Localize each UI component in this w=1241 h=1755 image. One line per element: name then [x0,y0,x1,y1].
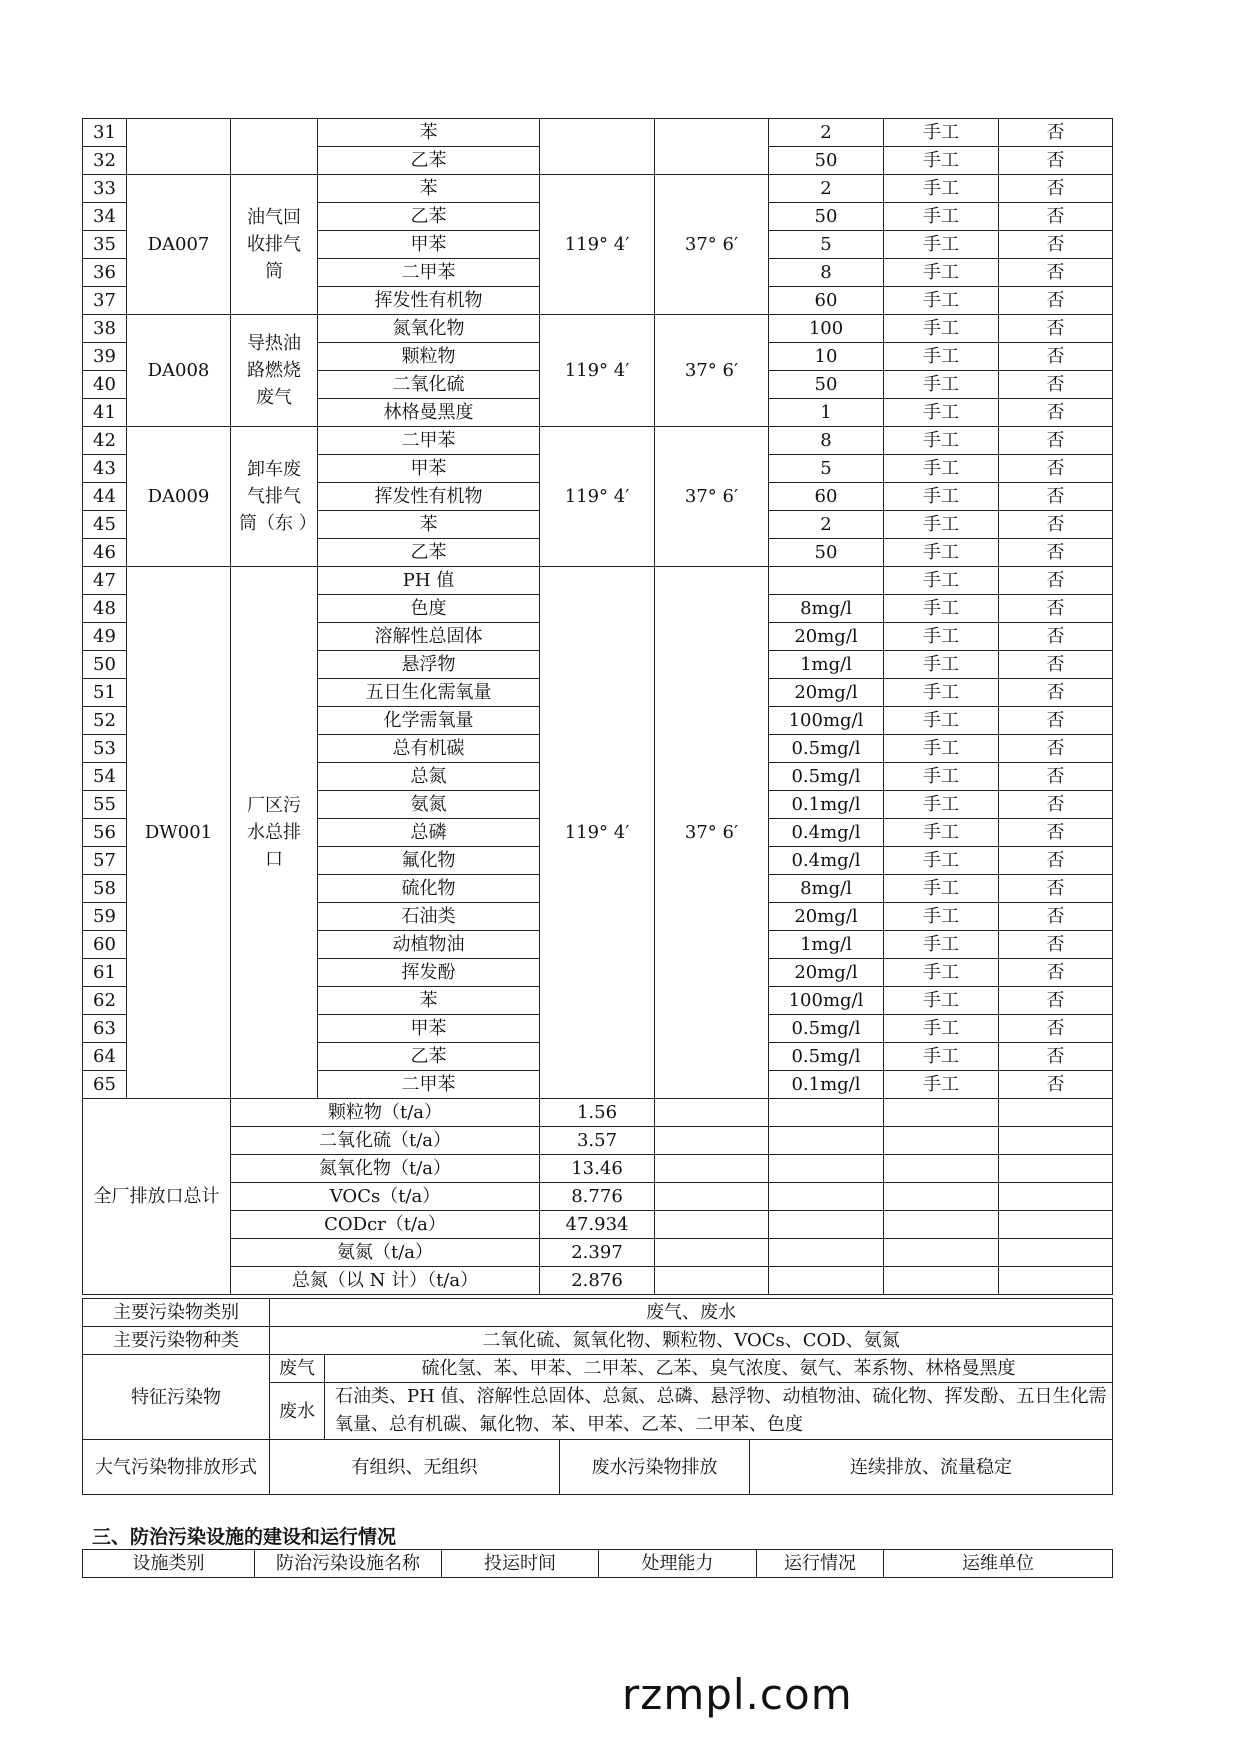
emission-limit: 8mg/l [769,875,884,903]
empty-cell [884,1127,999,1155]
emission-limit: 60 [769,287,884,315]
monitoring-method: 手工 [884,567,999,595]
longitude: 119° 4′ [540,315,655,427]
pollutant-name: 苯 [318,987,540,1015]
auto-monitoring: 否 [999,427,1113,455]
row-number: 52 [83,707,127,735]
water-form-value: 连续排放、流量稳定 [750,1440,1113,1495]
row-number: 63 [83,1015,127,1043]
monitoring-method: 手工 [884,1043,999,1071]
row-number: 58 [83,875,127,903]
pollutant-name: 二甲苯 [318,427,540,455]
longitude: 119° 4′ [540,175,655,315]
total-item-name: 颗粒物（t/a） [231,1099,540,1127]
pollutant-name: 苯 [318,175,540,203]
auto-monitoring: 否 [999,371,1113,399]
monitoring-method: 手工 [884,203,999,231]
row-number: 31 [83,119,127,147]
outlet-code: DA009 [127,427,231,567]
emission-limit: 0.4mg/l [769,847,884,875]
row-number: 54 [83,763,127,791]
pollutant-name: 二甲苯 [318,1071,540,1099]
monitoring-method: 手工 [884,315,999,343]
totals-label: 全厂排放口总计 [83,1099,231,1295]
row-number: 53 [83,735,127,763]
monitoring-method: 手工 [884,371,999,399]
total-item-value: 1.56 [540,1099,655,1127]
total-item-value: 8.776 [540,1183,655,1211]
latitude: 37° 6′ [655,175,769,315]
auto-monitoring: 否 [999,539,1113,567]
table-row [83,119,1113,147]
longitude: 119° 4′ [540,567,655,1099]
auto-monitoring: 否 [999,343,1113,371]
emission-limit: 2 [769,175,884,203]
monitoring-method: 手工 [884,707,999,735]
emission-limit [769,567,884,595]
auto-monitoring: 否 [999,763,1113,791]
emission-limit: 20mg/l [769,903,884,931]
pollutant-name: 乙苯 [318,1043,540,1071]
auto-monitoring: 否 [999,483,1113,511]
pollutant-name: 动植物油 [318,931,540,959]
header-maintainer: 运维单位 [884,1550,1113,1578]
pollutant-name: 总有机碳 [318,735,540,763]
emission-limit: 5 [769,231,884,259]
auto-monitoring: 否 [999,987,1113,1015]
empty-cell [655,1127,769,1155]
latitude-cell [655,119,769,175]
pollutant-name: 苯 [318,511,540,539]
emission-limit: 2 [769,511,884,539]
monitoring-method: 手工 [884,511,999,539]
outlet-name: 油气回收排气筒 [231,175,318,315]
pollutant-name: 甲苯 [318,231,540,259]
empty-cell [999,1239,1113,1267]
row-number: 50 [83,651,127,679]
header-start-time: 投运时间 [442,1550,599,1578]
outlet-code-cell [127,119,231,175]
pollutant-name: 氨氮 [318,791,540,819]
latitude: 37° 6′ [655,567,769,1099]
outlet-code: DW001 [127,567,231,1099]
pollutant-name: 化学需氧量 [318,707,540,735]
empty-cell [769,1183,884,1211]
auto-monitoring: 否 [999,147,1113,175]
emission-limit: 2 [769,119,884,147]
monitoring-method: 手工 [884,175,999,203]
row-number: 56 [83,819,127,847]
gas-value: 硫化氢、苯、甲苯、二甲苯、乙苯、臭气浓度、氨气、苯系物、林格曼黑度 [325,1355,1113,1383]
characteristic-label: 特征污染物 [83,1355,270,1440]
row-number: 38 [83,315,127,343]
air-form-label: 大气污染物排放形式 [83,1440,270,1495]
category-value: 废气、废水 [270,1299,1113,1327]
emission-limit: 0.5mg/l [769,1015,884,1043]
auto-monitoring: 否 [999,875,1113,903]
discharge-form-row [83,1440,1113,1495]
auto-monitoring: 否 [999,931,1113,959]
total-item-value: 13.46 [540,1155,655,1183]
outlet-name: 导热油路燃烧废气 [231,315,318,427]
row-number: 60 [83,931,127,959]
auto-monitoring: 否 [999,259,1113,287]
emission-limit: 8mg/l [769,595,884,623]
row-number: 33 [83,175,127,203]
total-row [83,1183,1113,1211]
pollutant-name: 硫化物 [318,875,540,903]
row-number: 35 [83,231,127,259]
outlet-name: 卸车废气排气筒（东 ） [231,427,318,567]
total-item-name: 氮氧化物（t/a） [231,1155,540,1183]
monitoring-method: 手工 [884,763,999,791]
row-number: 34 [83,203,127,231]
total-row [83,1127,1113,1155]
empty-cell [884,1183,999,1211]
emission-limit: 100 [769,315,884,343]
header-capacity: 处理能力 [599,1550,757,1578]
emission-limit: 20mg/l [769,679,884,707]
emission-limit: 50 [769,203,884,231]
auto-monitoring: 否 [999,735,1113,763]
pollutant-name: PH 值 [318,567,540,595]
outlet-name: 厂区污水总排口 [231,567,318,1099]
pollutant-name: 氟化物 [318,847,540,875]
auto-monitoring: 否 [999,119,1113,147]
water-value: 石油类、PH 值、溶解性总固体、总氮、总磷、悬浮物、动植物油、硫化物、挥发酚、五日生化需氧量、总有机碳、氟化物、苯、甲苯、乙苯、二甲苯、色度 [325,1383,1113,1440]
empty-cell [884,1267,999,1295]
monitoring-method: 手工 [884,959,999,987]
monitoring-method: 手工 [884,623,999,651]
empty-cell [999,1127,1113,1155]
empty-cell [884,1211,999,1239]
emission-limit: 0.1mg/l [769,1071,884,1099]
auto-monitoring: 否 [999,315,1113,343]
emission-limit: 20mg/l [769,959,884,987]
monitoring-method: 手工 [884,847,999,875]
pollutant-name: 总氮 [318,763,540,791]
monitoring-method: 手工 [884,343,999,371]
pollutant-name: 总磷 [318,819,540,847]
total-row [83,1267,1113,1295]
water-label: 废水 [270,1383,325,1440]
total-item-name: 氨氮（t/a） [231,1239,540,1267]
auto-monitoring: 否 [999,1071,1113,1099]
outlet-code: DA007 [127,175,231,315]
emission-limit: 100mg/l [769,707,884,735]
facility-table [82,1549,1113,1578]
emission-limit: 1mg/l [769,931,884,959]
monitoring-method: 手工 [884,875,999,903]
emission-limit: 100mg/l [769,987,884,1015]
emission-limit: 0.1mg/l [769,791,884,819]
auto-monitoring: 否 [999,1043,1113,1071]
pollutant-name: 二氧化硫 [318,371,540,399]
monitoring-method: 手工 [884,931,999,959]
total-row [83,1155,1113,1183]
pollutant-name: 乙苯 [318,539,540,567]
header-status: 运行情况 [757,1550,884,1578]
air-form-value: 有组织、无组织 [270,1440,560,1495]
auto-monitoring: 否 [999,959,1113,987]
row-number: 32 [83,147,127,175]
longitude: 119° 4′ [540,427,655,567]
row-number: 55 [83,791,127,819]
monitoring-method: 手工 [884,595,999,623]
table-row [83,175,1113,203]
auto-monitoring: 否 [999,455,1113,483]
species-value: 二氧化硫、氮氧化物、颗粒物、VOCs、COD、氨氮 [270,1327,1113,1355]
monitoring-method: 手工 [884,735,999,763]
auto-monitoring: 否 [999,679,1113,707]
empty-cell [999,1267,1113,1295]
auto-monitoring: 否 [999,819,1113,847]
monitoring-method: 手工 [884,539,999,567]
empty-cell [999,1183,1113,1211]
row-number: 40 [83,371,127,399]
auto-monitoring: 否 [999,791,1113,819]
emission-limit: 8 [769,259,884,287]
monitoring-method: 手工 [884,399,999,427]
total-row [83,1239,1113,1267]
empty-cell [769,1267,884,1295]
emission-limit: 10 [769,343,884,371]
pollutant-name: 氮氧化物 [318,315,540,343]
latitude: 37° 6′ [655,427,769,567]
row-number: 47 [83,567,127,595]
auto-monitoring: 否 [999,231,1113,259]
monitoring-method: 手工 [884,651,999,679]
row-number: 65 [83,1071,127,1099]
monitoring-method: 手工 [884,791,999,819]
row-number: 61 [83,959,127,987]
row-number: 49 [83,623,127,651]
emission-limit: 1 [769,399,884,427]
pollutant-name: 苯 [318,119,540,147]
latitude: 37° 6′ [655,315,769,427]
total-item-name: 总氮（以 N 计）（t/a） [231,1267,540,1295]
empty-cell [999,1099,1113,1127]
gas-label: 废气 [270,1355,325,1383]
empty-cell [769,1099,884,1127]
section-title: 三、防治污染设施的建设和运行情况 [92,1526,397,1548]
emission-limit: 0.4mg/l [769,819,884,847]
auto-monitoring: 否 [999,707,1113,735]
row-number: 59 [83,903,127,931]
total-item-name: CODcr（t/a） [231,1211,540,1239]
pollutant-name: 乙苯 [318,147,540,175]
auto-monitoring: 否 [999,847,1113,875]
water-form-label: 废水污染物排放 [560,1440,750,1495]
total-item-value: 2.397 [540,1239,655,1267]
pollutant-name: 石油类 [318,903,540,931]
header-facility-name: 防治污染设施名称 [255,1550,442,1578]
empty-cell [655,1155,769,1183]
monitoring-method: 手工 [884,819,999,847]
category-row [83,1299,1113,1327]
empty-cell [655,1239,769,1267]
monitoring-method: 手工 [884,287,999,315]
monitoring-method: 手工 [884,987,999,1015]
emission-limit: 5 [769,455,884,483]
monitoring-method: 手工 [884,147,999,175]
species-row [83,1327,1113,1355]
auto-monitoring: 否 [999,595,1113,623]
row-number: 37 [83,287,127,315]
row-number: 57 [83,847,127,875]
pollutant-name: 林格曼黑度 [318,399,540,427]
row-number: 64 [83,1043,127,1071]
pollutant-name: 挥发性有机物 [318,483,540,511]
monitoring-method: 手工 [884,679,999,707]
total-row [83,1211,1113,1239]
monitoring-method: 手工 [884,1015,999,1043]
monitoring-table [82,118,1113,1295]
pollutant-name: 甲苯 [318,1015,540,1043]
total-row [83,1099,1113,1127]
empty-cell [884,1239,999,1267]
pollutant-name: 色度 [318,595,540,623]
row-number: 43 [83,455,127,483]
category-label: 主要污染物类别 [83,1299,270,1327]
monitoring-method: 手工 [884,1071,999,1099]
auto-monitoring: 否 [999,203,1113,231]
row-number: 46 [83,539,127,567]
empty-cell [655,1267,769,1295]
emission-limit: 0.5mg/l [769,1043,884,1071]
empty-cell [655,1211,769,1239]
auto-monitoring: 否 [999,1015,1113,1043]
empty-cell [769,1155,884,1183]
gas-characteristic-row [83,1355,1113,1383]
auto-monitoring: 否 [999,651,1113,679]
monitoring-method: 手工 [884,259,999,287]
row-number: 48 [83,595,127,623]
pollutant-name: 挥发性有机物 [318,287,540,315]
row-number: 39 [83,343,127,371]
emission-limit: 50 [769,371,884,399]
auto-monitoring: 否 [999,511,1113,539]
row-number: 51 [83,679,127,707]
empty-cell [999,1155,1113,1183]
emission-limit: 0.5mg/l [769,763,884,791]
auto-monitoring: 否 [999,399,1113,427]
auto-monitoring: 否 [999,287,1113,315]
species-label: 主要污染物种类 [83,1327,270,1355]
total-item-value: 3.57 [540,1127,655,1155]
row-number: 44 [83,483,127,511]
pollutant-name: 甲苯 [318,455,540,483]
monitoring-method: 手工 [884,119,999,147]
pollutant-name: 挥发酚 [318,959,540,987]
empty-cell [884,1099,999,1127]
emission-limit: 50 [769,539,884,567]
monitoring-method: 手工 [884,427,999,455]
total-item-name: 二氧化硫（t/a） [231,1127,540,1155]
emission-limit: 8 [769,427,884,455]
empty-cell [884,1155,999,1183]
emission-limit: 1mg/l [769,651,884,679]
total-item-name: VOCs（t/a） [231,1183,540,1211]
empty-cell [655,1183,769,1211]
empty-cell [999,1211,1113,1239]
table-row [83,427,1113,455]
row-number: 41 [83,399,127,427]
pollutant-name: 乙苯 [318,203,540,231]
pollutant-name: 二甲苯 [318,259,540,287]
summary-table [82,1298,1113,1495]
row-number: 36 [83,259,127,287]
emission-limit: 50 [769,147,884,175]
watermark: rzmpl.com [622,1670,853,1719]
auto-monitoring: 否 [999,175,1113,203]
outlet-name-cell [231,119,318,175]
monitoring-method: 手工 [884,903,999,931]
emission-limit: 60 [769,483,884,511]
longitude-cell [540,119,655,175]
row-number: 45 [83,511,127,539]
empty-cell [655,1099,769,1127]
monitoring-method: 手工 [884,455,999,483]
auto-monitoring: 否 [999,903,1113,931]
outlet-code: DA008 [127,315,231,427]
pollutant-name: 溶解性总固体 [318,623,540,651]
emission-limit: 20mg/l [769,623,884,651]
table-row [83,567,1113,595]
pollutant-name: 颗粒物 [318,343,540,371]
row-number: 62 [83,987,127,1015]
total-item-value: 47.934 [540,1211,655,1239]
pollutant-name: 悬浮物 [318,651,540,679]
auto-monitoring: 否 [999,567,1113,595]
row-number: 42 [83,427,127,455]
pollutant-name: 五日生化需氧量 [318,679,540,707]
table-row [83,315,1113,343]
monitoring-method: 手工 [884,231,999,259]
empty-cell [769,1239,884,1267]
empty-cell [769,1211,884,1239]
facility-header-row [83,1550,1113,1578]
total-item-value: 2.876 [540,1267,655,1295]
empty-cell [769,1127,884,1155]
auto-monitoring: 否 [999,623,1113,651]
emission-limit: 0.5mg/l [769,735,884,763]
header-facility-type: 设施类别 [83,1550,255,1578]
monitoring-method: 手工 [884,483,999,511]
